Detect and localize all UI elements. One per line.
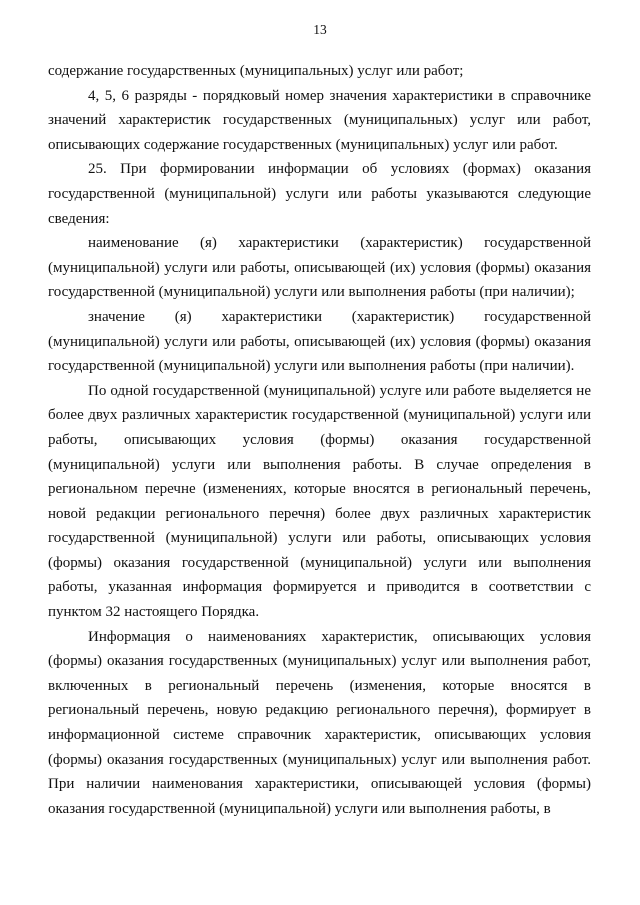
paragraph-item-25: 25. При формировании информации об условиях (формах) оказания государственной (муниципальной) услуги или работы указываются следующие сведения: (48, 161, 591, 227)
paragraph-characteristic-name: наименование (я) характеристики (характеристик) государственной (муниципальной) услуги или работы, описывающей (их) условия (формы) оказания государственной (муниципальной) услуги или выполнения работы (при наличии); (48, 235, 591, 301)
paragraph-two-characteristics: По одной государственной (муниципальной) услуге или работе выделяется не более двух различных характеристик государственной (муниципальной) услуги или работы, описывающих условия (формы) оказания государственной (муниципальной) услуги или выполнения работы. В случае определения в региональном перечне (изменениях, которые вносятся в региональный перечень, новой редакции регионального перечня) более двух различных характеристик государственной (муниципальной) услуги или работы, описывающих условия (формы) оказания государственной (муниципальной) услуги или выполнения работы, указанная информация формируется и приводится в соответствии с пунктом 32 настоящего Порядка. (48, 382, 591, 621)
paragraph-digits-4-5-6: 4, 5, 6 разряды - порядковый номер значения характеристики в справочнике значений характеристик государственных (муниципальных) услуг или работ, описывающих содержание государственных (муниципальных) услуг или работ. (48, 87, 591, 153)
page-number: 13 (313, 22, 327, 37)
paragraph-characteristics-reference: Информация о наименованиях характеристик, описывающих условия (формы) оказания государственных (муниципальных) услуг или выполнения работ, включенных в региональный перечень (изменения, которые вносятся в региональный перечень, новую редакцию регионального перечня), формирует в информационной системе справочник характеристик, описывающих условия (формы) оказания государственных (муниципальных) услуг или выполнения работ. При наличии наименования характеристики, описывающей условия (формы) оказания государственной (муниципальной) услуги или выполнения работы, в (48, 628, 591, 817)
document-body (48, 59, 591, 821)
paragraph-continuation: содержание государственных (муниципальных) услуг или работ; (48, 63, 464, 79)
paragraph-characteristic-value: значение (я) характеристики (характеристик) государственной (муниципальной) услуги или работы, описывающей (их) условия (формы) оказания государственной (муниципальной) услуги или выполнения работы (при наличии). (48, 308, 591, 375)
